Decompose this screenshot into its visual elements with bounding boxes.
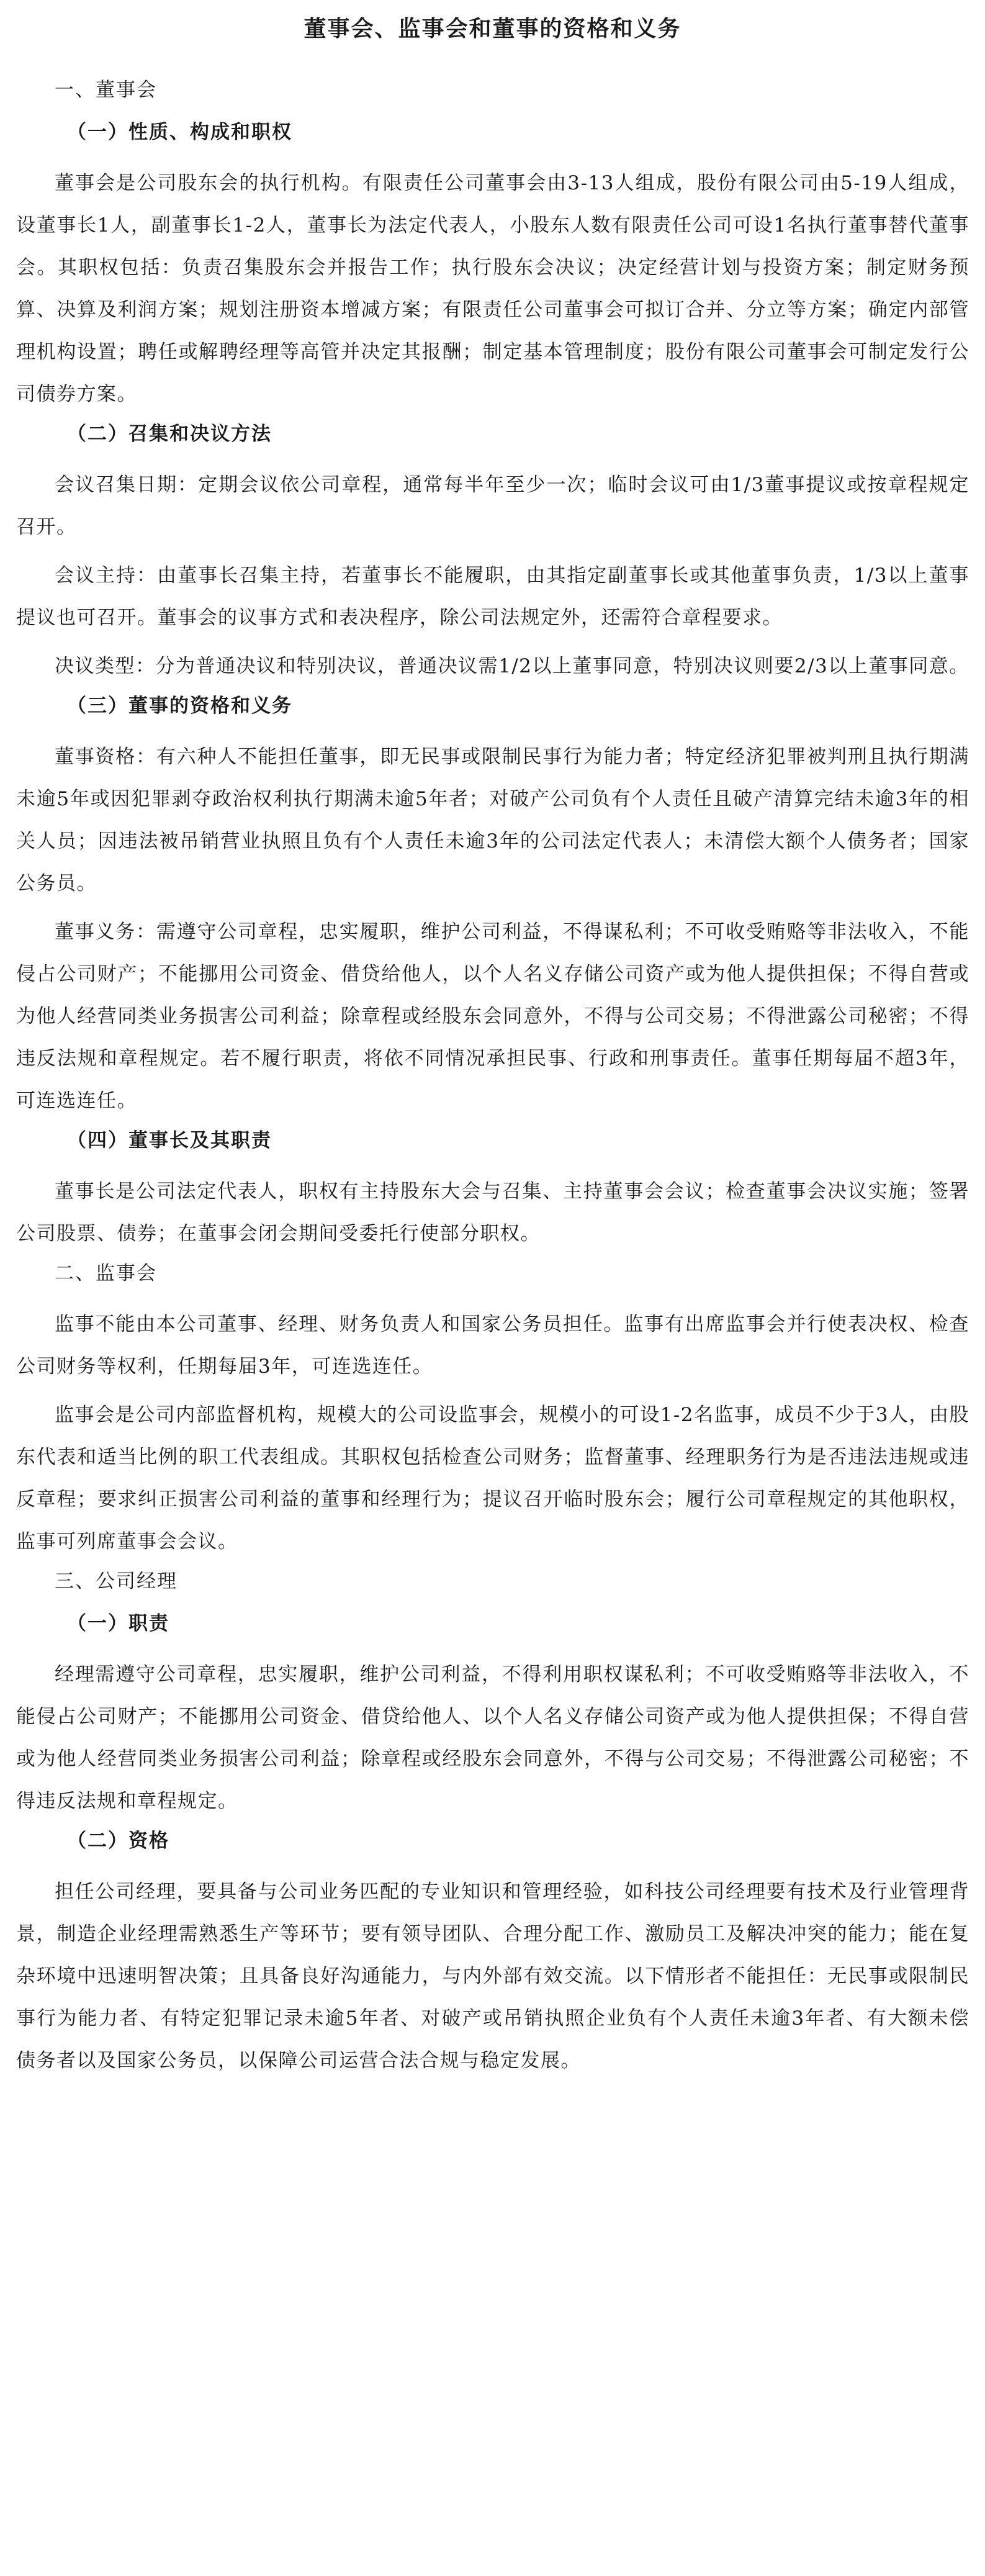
paragraph: 决议类型：分为普通决议和特别决议，普通决议需1/2以上董事同意，特别决议则要2/3以上董事同意。	[55, 655, 969, 677]
paragraph: 会议主持：由董事长召集主持，若董事长不能履职，由其指定副董事长或其他董事负责，1/3以上董事提议也可召开。董事会的议事方式和表决程序，除公司法规定外，还需符合章程要求。	[16, 564, 969, 629]
section-heading-manager: 三、公司经理	[55, 1570, 178, 1593]
paragraph: 会议召集日期：定期会议依公司章程，通常每半年至少一次；临时会议可由1/3董事提议或按章程规定召开。	[16, 474, 969, 538]
paragraph: 经理需遵守公司章程，忠实履职，维护公司利益，不得利用职权谋私利；不可收受贿赂等非法收入，不能侵占公司财产；不能挪用公司资金、借贷给他人、以个人名义存储公司资产或为他人提供担保；不得自营或为他人经营同类业务损害公司利益；除章程或经股东会同意外，不得与公司交易；不得泄露公司秘密；不得违反法规和章程规定。	[16, 1663, 969, 1812]
paragraph: 董事资格：有六种人不能担任董事，即无民事或限制民事行为能力者；特定经济犯罪被判刑且执行期满未逾5年或因犯罪剥夺政治权利执行期满未逾5年者；对破产公司负有个人责任且破产清算完结未逾3年的相关人员；因违法被吊销营业执照且负有个人责任未逾3年的公司法定代表人；未清偿大额个人债务者；国家公务员。	[16, 746, 969, 895]
subsection-heading-qualifications: （二）资格	[67, 1830, 169, 1852]
subsection-heading-director-qualifications: （三）董事的资格和义务	[67, 695, 292, 717]
subsection-heading-duties: （一）职责	[67, 1612, 169, 1635]
paragraph: 董事义务：需遵守公司章程，忠实履职，维护公司利益，不得谋私利；不可收受贿赂等非法收入，不能侵占公司财产；不能挪用公司资金、借贷给他人，以个人名义存储公司资产或为他人提供担保；不得自营或为他人经营同类业务损害公司利益；除章程或经股东会同意外，不得与公司交易；不得泄露公司秘密；不得违反法规和章程规定。若不履行职责，将依不同情况承担民事、行政和刑事责任。董事任期每届不超3年，可连选连任。	[16, 921, 969, 1112]
section-heading-board: 一、董事会	[55, 79, 157, 101]
subsection-heading-chairman: （四）董事长及其职责	[67, 1129, 272, 1152]
paragraph: 监事会是公司内部监督机构，规模大的公司设监事会，规模小的可设1-2名监事，成员不少于3人，由股东代表和适当比例的职工代表组成。其职权包括检查公司财务；监督董事、经理职务行为是否违法违规或违反章程；要求纠正损害公司利益的董事和经理行为；提议召开临时股东会；履行公司章程规定的其他职权，监事可列席董事会会议。	[16, 1404, 969, 1553]
paragraph: 董事会是公司股东会的执行机构。有限责任公司董事会由3-13人组成，股份有限公司由5-19人组成，设董事长1人，副董事长1-2人，董事长为法定代表人，小股东人数有限责任公司可设1名执行董事替代董事会。其职权包括：负责召集股东会并报告工作；执行股东会决议；决定经营计划与投资方案；制定财务预算、决算及利润方案；规划注册资本增减方案；有限责任公司董事会可拟订合并、分立等方案；确定内部管理机构设置；聘任或解聘经理等高管并决定其报酬；制定基本管理制度；股份有限公司董事会可制定发行公司债券方案。	[16, 172, 969, 405]
paragraph: 董事长是公司法定代表人，职权有主持股东大会与召集、主持董事会会议；检查董事会决议实施；签署公司股票、债券；在董事会闭会期间受委托行使部分职权。	[16, 1180, 969, 1245]
paragraph: 监事不能由本公司董事、经理、财务负责人和国家公务员担任。监事有出席监事会并行使表决权、检查公司财务等权利，任期每届3年，可连选连任。	[16, 1313, 969, 1378]
subsection-heading-convening: （二）召集和决议方法	[67, 423, 272, 445]
section-heading-supervisory-board: 二、监事会	[55, 1262, 157, 1285]
document-body	[16, 78, 969, 2088]
document-title: 董事会、监事会和董事的资格和义务	[304, 16, 681, 42]
paragraph: 担任公司经理，要具备与公司业务匹配的专业知识和管理经验，如科技公司经理要有技术及行业管理背景，制造企业经理需熟悉生产等环节；要有领导团队、合理分配工作、激励员工及解决冲突的能力；能在复杂环境中迅速明智决策；且具备良好沟通能力，与内外部有效交流。以下情形者不能担任：无民事或限制民事行为能力者、有特定犯罪记录未逾5年者、对破产或吊销执照企业负有个人责任未逾3年者、有大额未偿债务者以及国家公务员，以保障公司运营合法合规与稳定发展。	[16, 1881, 969, 2072]
subsection-heading-nature: （一）性质、构成和职权	[67, 121, 292, 143]
